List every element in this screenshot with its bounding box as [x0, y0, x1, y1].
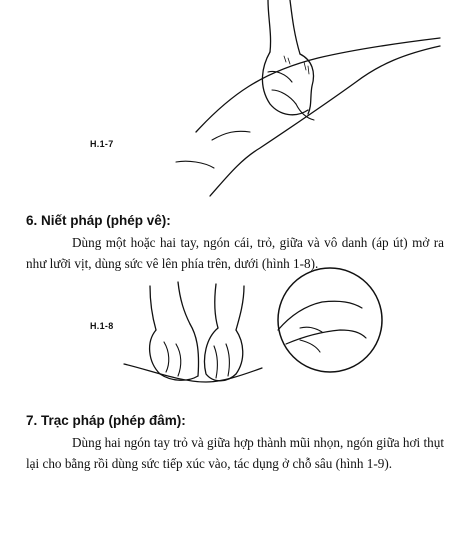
section-body: Dùng hai ngón tay trỏ và giữa hợp thành mũi nhọn, ngón giữa hơi thụt lại cho bằng rồi dùng sức tiếp xúc vào, tác dụng ở chỗ sâu (hình 1-9).	[26, 435, 444, 471]
figure-1-8-illustration	[0, 272, 463, 392]
section-heading: 6. Niết pháp (phép vê):	[26, 213, 171, 228]
section-body: Dùng một hoặc hai tay, ngón cái, trỏ, giữa và vô danh (áp út) mở ra như lưỡi vịt, dùng sức vê lên phía trên, dưới (hình 1-8).	[26, 235, 444, 271]
figure-label: H.1-8	[90, 321, 114, 331]
section-heading: 7. Trạc pháp (phép đâm):	[26, 413, 186, 428]
figure-label: H.1-7	[90, 139, 114, 149]
figure-1-7-illustration	[0, 0, 463, 200]
